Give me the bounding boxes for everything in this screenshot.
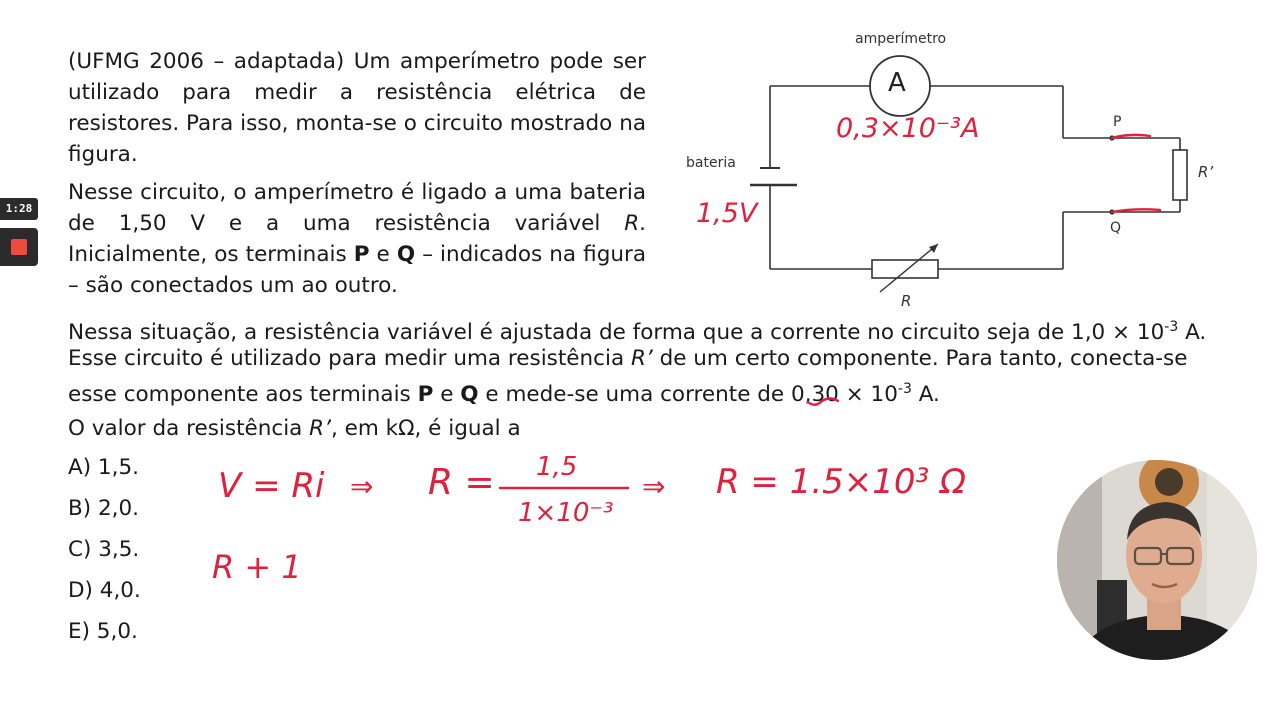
- option-b: B) 2,0.: [68, 496, 139, 521]
- question-line-4: Esse circuito é utilizado para medir uma resistência R’ de um certo componente. Para tanto, conecta-se: [68, 346, 1188, 371]
- option-d: D) 4,0.: [68, 578, 141, 603]
- resistor-r-prime-icon: [1173, 150, 1187, 200]
- ammeter-symbol: A: [888, 68, 906, 98]
- variable-resistor-icon: [872, 260, 938, 278]
- equation-r-plus-one: R + 1: [212, 548, 302, 586]
- voltage-annotation: 1,5V: [696, 198, 758, 229]
- option-c: C) 3,5.: [68, 537, 140, 562]
- question-intro: (UFMG 2006 – adaptada) Um amperímetro pode ser utilizado para medir a resistência elétrica de resistores. Para isso, monta-se o circuito mostrado na figura.: [68, 49, 646, 167]
- equation-r-lhs: R =: [428, 462, 495, 503]
- implies-arrow-2: ⇒: [642, 470, 666, 503]
- ammeter-label: amperímetro: [855, 31, 947, 47]
- option-e: E) 5,0.: [68, 619, 138, 644]
- equation-r-denominator: 1×10⁻³: [518, 498, 614, 528]
- terminal-q-label: Q: [1110, 220, 1122, 236]
- question-paragraph-2: Nesse circuito, o amperímetro é ligado a uma bateria de 1,50 V e a uma resistência variável R. Inicialmente, os terminais P e Q – indicados na figura – são conectados um ao outro.: [68, 180, 646, 298]
- presenter-video: [1057, 460, 1257, 660]
- webcam-overlay: [1057, 460, 1257, 660]
- question-line-3: Nessa situação, a resistência variável é ajustada de forma que a corrente no circuito seja de $1,0 \times 10^{-3}$ A.: [68, 319, 1207, 346]
- implies-arrow-1: ⇒: [350, 470, 374, 503]
- video-timestamp: 1:28: [0, 198, 38, 220]
- equation-ohms-law: V = Ri: [218, 466, 325, 506]
- question-line-5: esse componente aos terminais P e Q e mede-se uma corrente de $0,30 \times 10^{-3}$ A.: [68, 381, 940, 408]
- current-annotation: 0,3×10⁻³A: [836, 113, 980, 144]
- battery-label: bateria: [686, 155, 736, 171]
- resistor-r-label: R: [901, 292, 912, 310]
- option-a: A) 1,5.: [68, 455, 139, 480]
- question-prompt: O valor da resistência R’, em kΩ, é igual a: [68, 416, 521, 441]
- equation-r-numerator: 1,5: [536, 452, 578, 482]
- equation-r-result: R = 1.5×10³ Ω: [716, 462, 966, 502]
- resistor-r-prime-label: R’: [1198, 163, 1214, 181]
- terminal-p-label: P: [1113, 114, 1122, 130]
